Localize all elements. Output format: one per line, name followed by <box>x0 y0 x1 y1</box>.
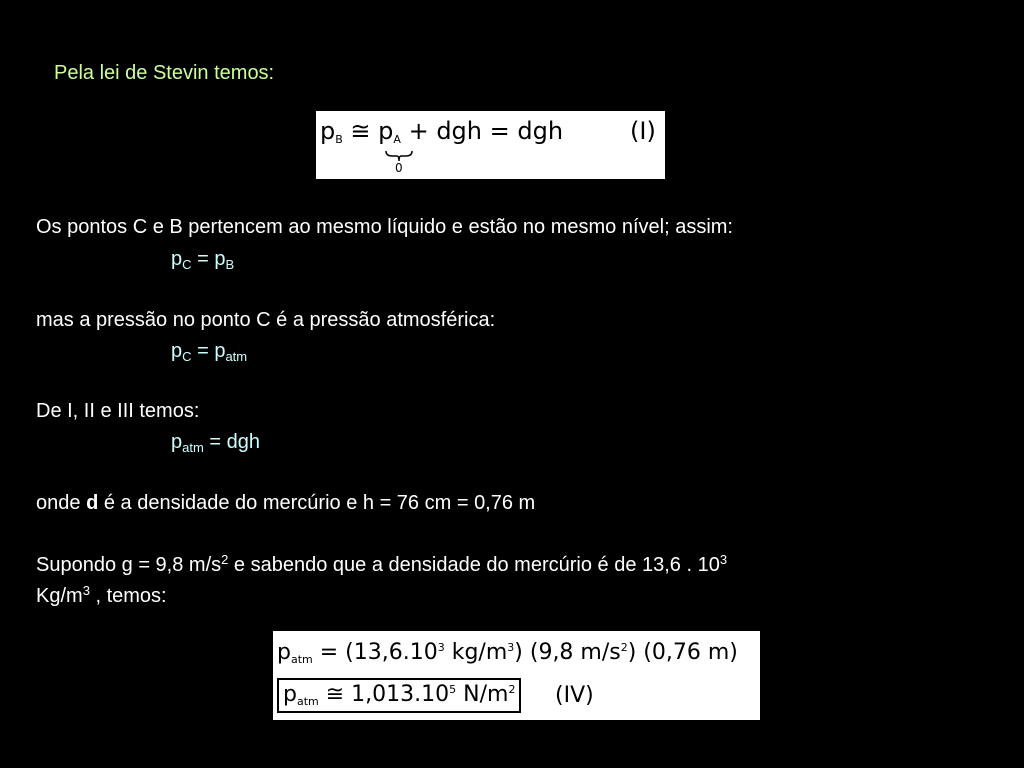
paragraph-density-height: onde d é a densidade do mercúrio e h = 76 cm = 0,76 m <box>36 492 536 514</box>
equation-image-1 <box>316 111 665 179</box>
formula-pc-equals-patm: $p_C = p_{atm}$ <box>171 340 248 364</box>
equation-patm-result: $p_{atm}$ ≅ 1,013.10$^5$ $N/m^2$ <box>277 678 521 713</box>
equation-tag-1: (I) <box>630 117 656 145</box>
paragraph-assumption-line2: $Kg/m^3$ , temos: <box>36 583 167 607</box>
paragraph-from-equations: De I, II e III temos: <box>36 400 200 422</box>
underbrace-zero: 0 <box>395 161 403 175</box>
formula-patm-equals-dgh: $p_{atm}$ = dgh <box>171 431 260 455</box>
slide-title: Pela lei de Stevin temos: <box>54 62 275 84</box>
equation-image-2 <box>273 631 760 720</box>
equation-tag-4: (IV) <box>555 683 594 708</box>
paragraph-same-level: Os pontos C e B pertencem ao mesmo líquido e estão no mesmo nível; assim: <box>36 216 733 238</box>
equation-patm-calculation: $p_{atm} = (13,6.10^3$ $kg/m^3$) (9,8 $m/s^2$) (0,76 m) <box>277 640 738 666</box>
equation-stevin: $p_B$ ≅ $p_A$ + dgh = dgh <box>320 117 564 146</box>
paragraph-atmospheric: mas a pressão no ponto C é a pressão atmosférica: <box>36 309 496 331</box>
formula-pc-equals-pb: $p_C = p_B$ <box>171 248 235 272</box>
paragraph-assumption-line1: Supondo g = 9,8 $m/s^2$ e sabendo que a densidade do mercúrio é de 13,6 . $10^3$ <box>36 552 728 576</box>
